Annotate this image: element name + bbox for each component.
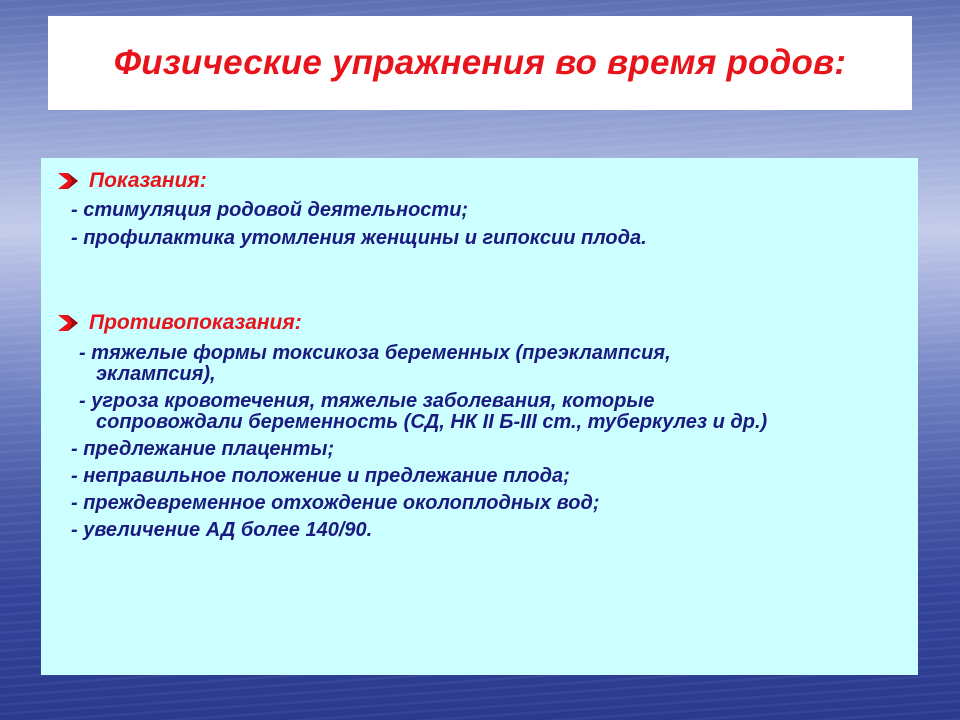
list-item-line: - тяжелые формы токсикоза беременных (преэклампсия, [79, 342, 671, 364]
arrow-bullet-icon [55, 168, 81, 194]
list-item-line: сопровождали беременность (СД, НК II Б-III ст., туберкулез и др.) [96, 411, 768, 433]
heading-indications: Показания: [89, 169, 207, 192]
section-heading [55, 308, 905, 338]
list-item [55, 343, 905, 385]
indications-list [55, 200, 905, 249]
list-item: - преждевременное отхождение околоплодных вод; [71, 492, 600, 514]
section-heading [55, 166, 905, 196]
slide-title: Физические упражнения во время родов: [113, 43, 847, 82]
list-item [55, 391, 905, 433]
section-indications [55, 166, 905, 249]
heading-contraindications: Противопоказания: [89, 311, 302, 334]
list-item-line: - угроза кровотечения, тяжелые заболевания, которые [79, 390, 655, 412]
list-item-line: эклампсия), [96, 363, 216, 385]
list-item: - профилактика утомления женщины и гипоксии плода. [71, 227, 647, 249]
list-item: - неправильное положение и предлежание плода; [71, 465, 570, 487]
contraindications-list [55, 343, 905, 541]
arrow-bullet-icon [55, 310, 81, 336]
content-box [41, 158, 918, 675]
title-box [48, 16, 912, 110]
section-contraindications [55, 308, 905, 541]
list-item: - стимуляция родовой деятельности; [71, 199, 469, 221]
list-item: - предлежание плаценты; [71, 438, 335, 460]
list-item: - увеличение АД более 140/90. [71, 519, 373, 541]
